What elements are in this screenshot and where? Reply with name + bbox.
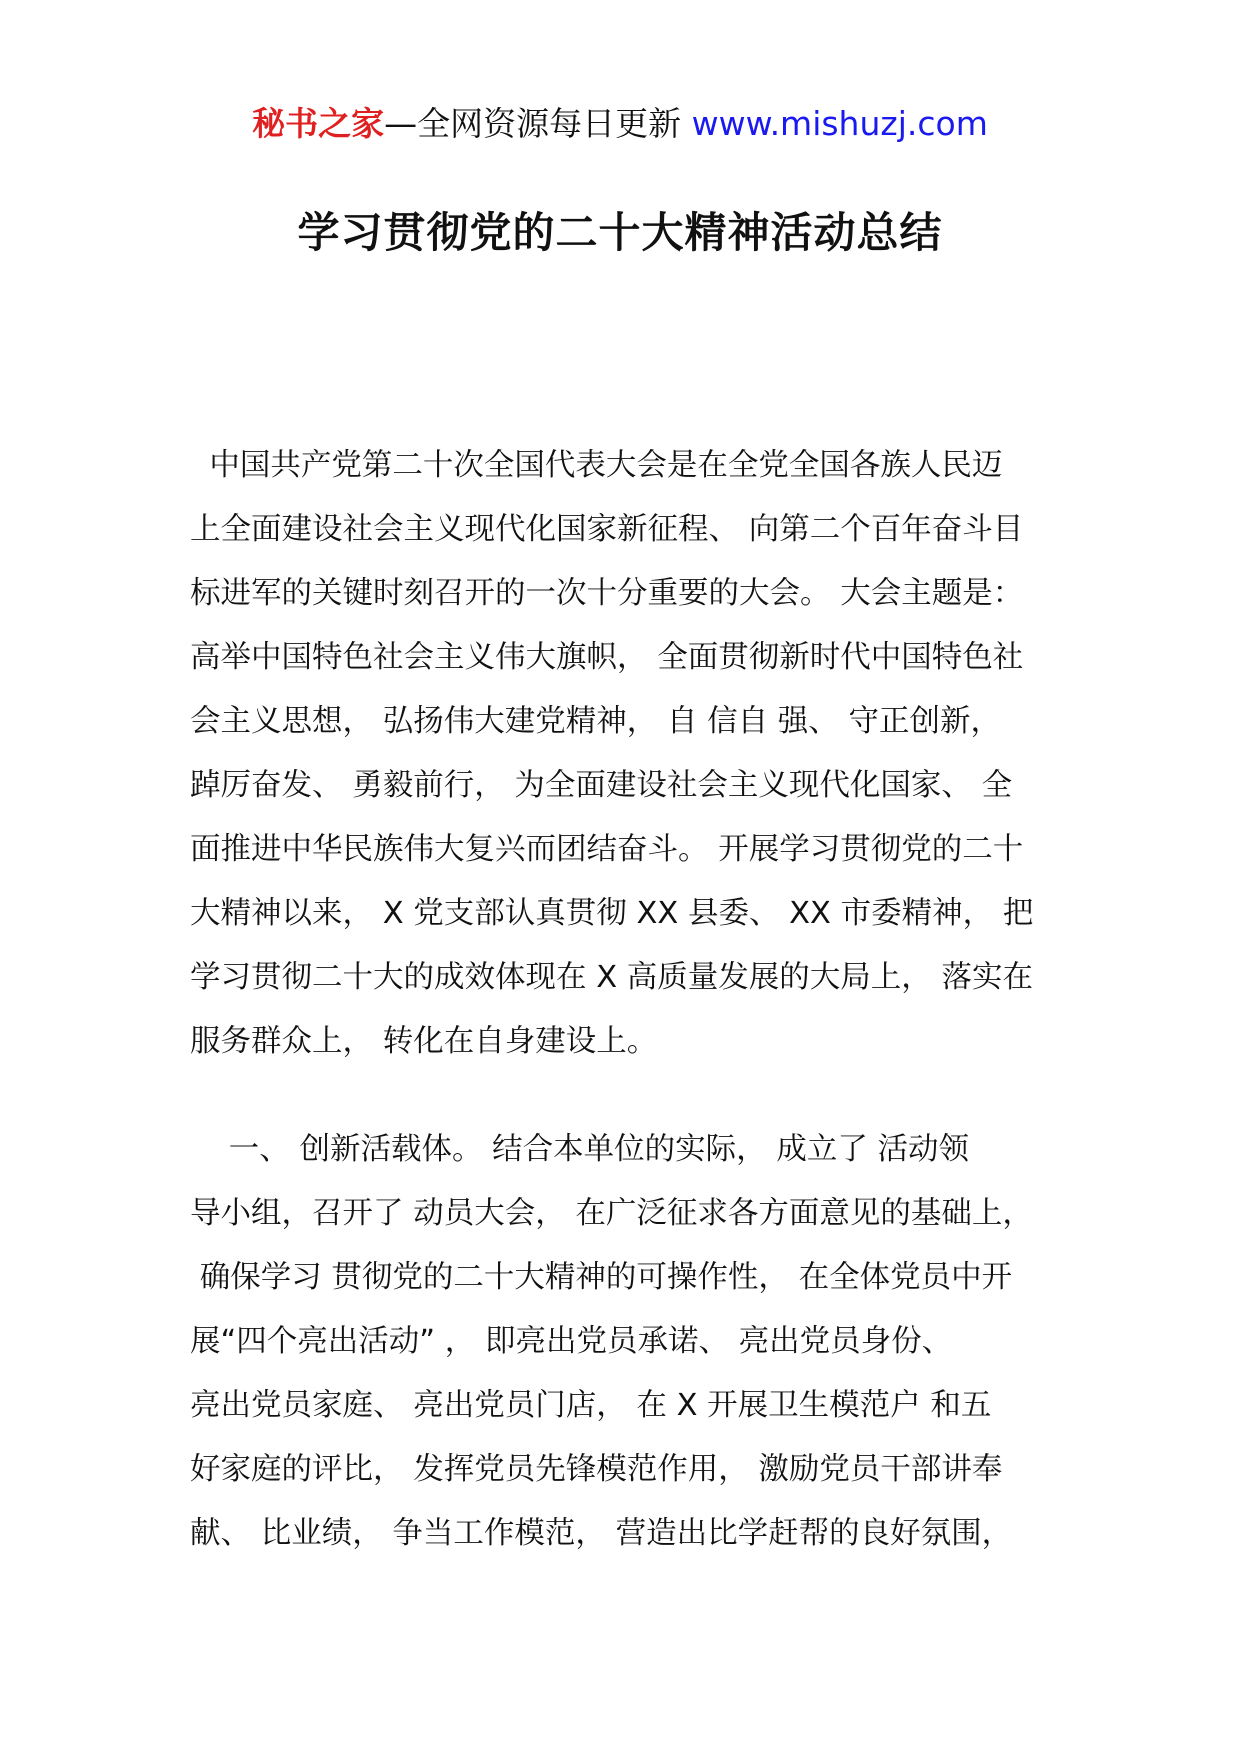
paragraph-line: 大精神以来， X 党支部认真贯彻 XX 县委、 XX 市委精神， 把 (190, 896, 1034, 931)
document-title: 学习贯彻党的二十大精神活动总结 (297, 208, 943, 257)
paragraph-line: 学习贯彻二十大的成效体现在 X 高质量发展的大局上， 落实在 (190, 960, 1033, 995)
paragraph-line: 服务群众上， 转化在自身建设上。 (190, 1024, 658, 1059)
site-slogan: —全网资源每日更新 (384, 104, 692, 143)
site-header (0, 102, 1240, 146)
paragraph-line: 上全面建设社会主义现代化国家新征程、 向第二个百年奋斗目 (190, 512, 1024, 547)
paragraph-line: 面推进中华民族伟大复兴而团结奋斗。 开展学习贯彻党的二十 (190, 832, 1024, 867)
site-brand: 秘书之家 (252, 104, 385, 143)
paragraph-line: 献、 比业绩， 争当工作模范， 营造出比学赶帮的良好氛围， (190, 1516, 1013, 1551)
paragraph-line: 确保学习 贯彻党的二十大精神的可操作性， 在全体党员中开 (190, 1260, 1013, 1295)
paragraph-line: 高举中国特色社会主义伟大旗帜， 全面贯彻新时代中国特色社 (190, 640, 1024, 675)
paragraph-line: 展“四个亮出活动” ， 即亮出党员承诺、 亮出党员身份、 (190, 1324, 953, 1359)
paragraph-line: 会主义思想， 弘扬伟大建党精神， 自 信自 强、 守正创新， (190, 704, 1001, 739)
paragraph-section-one (190, 1118, 1070, 1566)
paragraph-line: 标进军的关键时刻召开的一次十分重要的大会。 大会主题是： (190, 576, 1024, 611)
paragraph-line: 踔厉奋发、 勇毅前行， 为全面建设社会主义现代化国家、 全 (190, 768, 1013, 803)
paragraph-line: 好家庭的评比， 发挥党员先锋模范作用， 激励党员干部讲奉 (190, 1452, 1003, 1487)
paragraph-line: 亮出党员家庭、 亮出党员门店， 在 X 开展卫生模范户 和五 (190, 1388, 992, 1423)
paragraph-line: 中国共产党第二十次全国代表大会是在全党全国各族人民迈 (190, 448, 1003, 483)
paragraph-line: 导小组，召开了 动员大会， 在广泛征求各方面意见的基础上， (190, 1196, 1033, 1231)
paragraph-intro (190, 434, 1070, 1074)
paragraph-line: 一、 创新活载体。 结合本单位的实际， 成立了 活动领 (190, 1132, 970, 1167)
site-url[interactable]: www.mishuzj.com (691, 104, 988, 143)
